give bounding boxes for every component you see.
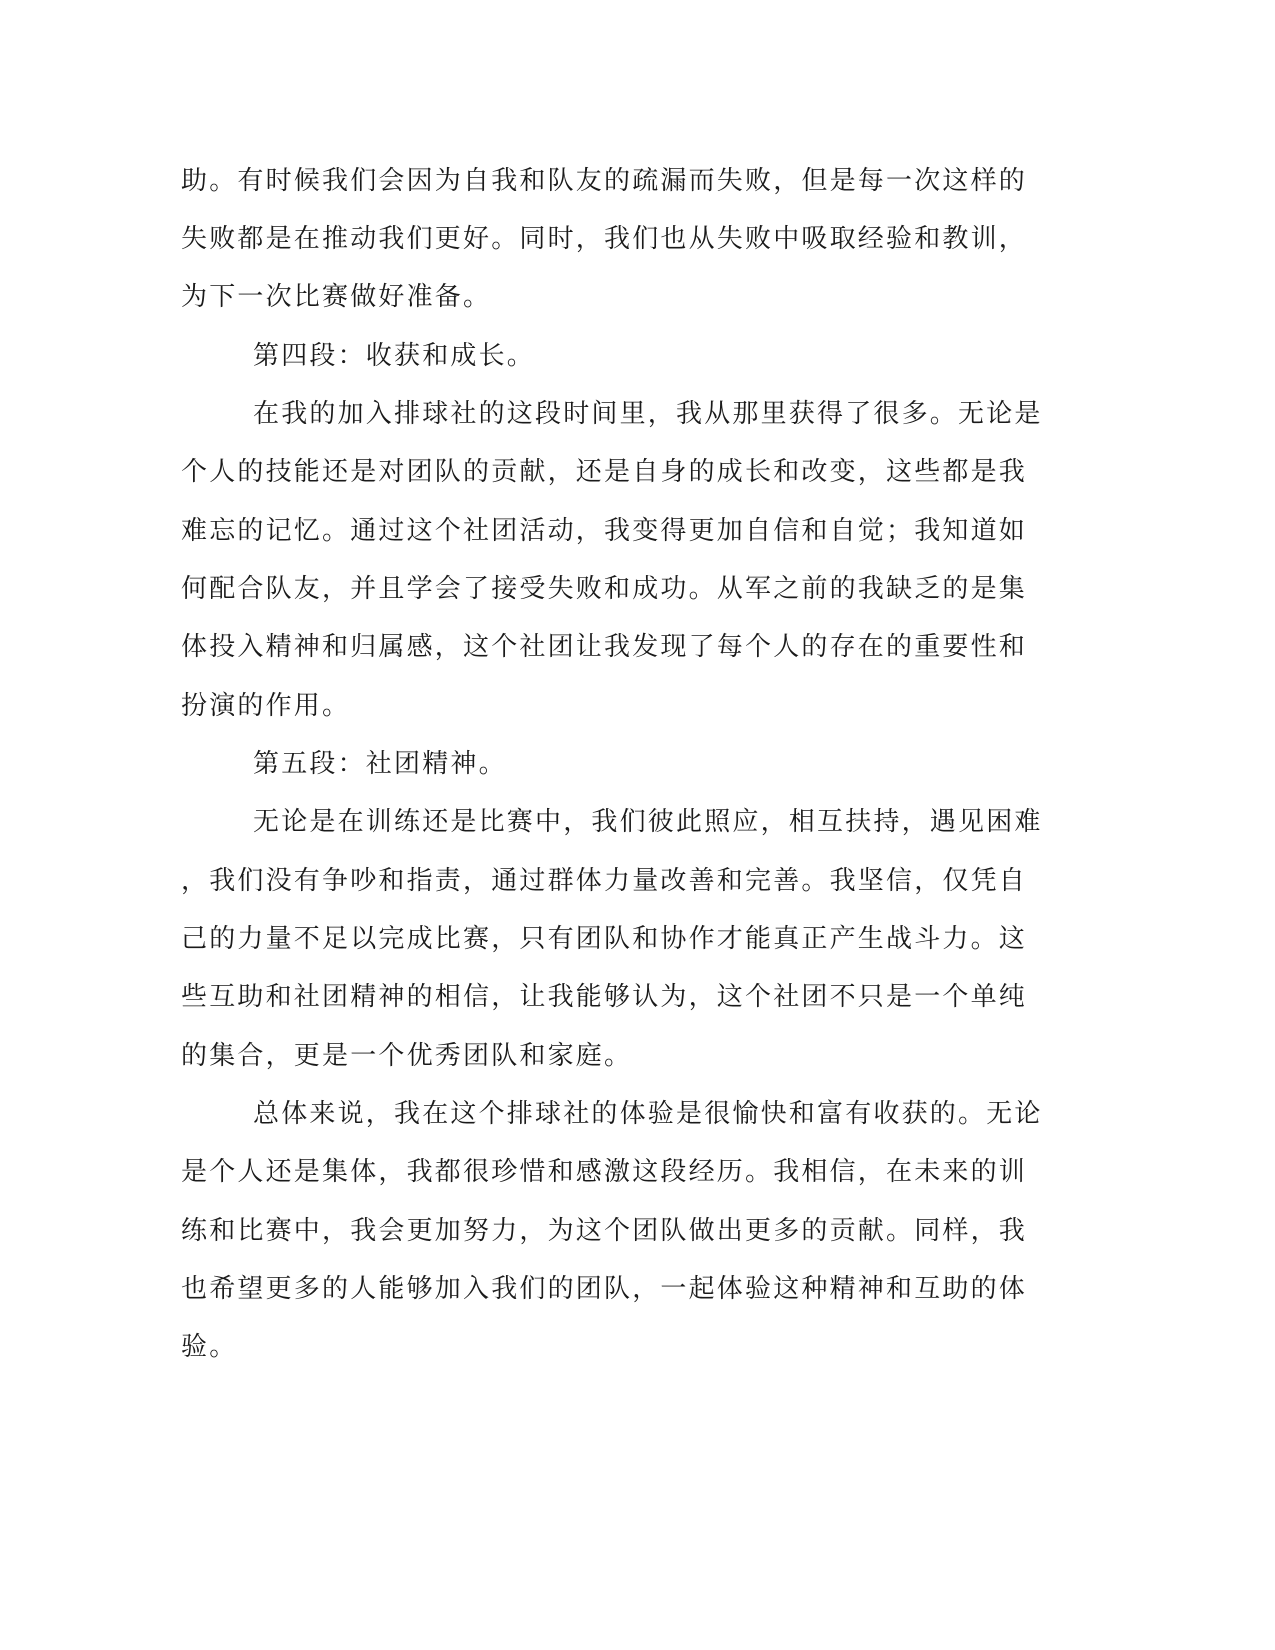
text-line: ，我们没有争吵和指责，通过群体力量改善和完善。我坚信，仅凭自 [181, 866, 1028, 896]
text-line: 失败都是在推动我们更好。同时，我们也从失败中吸取经验和教训， [181, 224, 1028, 254]
text-line: 验。 [181, 1332, 238, 1362]
text-line: 何配合队友，并且学会了接受失败和成功。从军之前的我缺乏的是集 [181, 574, 1028, 604]
text-line: 扮演的作用。 [181, 691, 351, 721]
text-line: 己的力量不足以完成比赛，只有团队和协作才能真正产生战斗力。这 [181, 924, 1028, 954]
text-line: 在我的加入排球社的这段时间里，我从那里获得了很多。无论是 [253, 399, 1043, 429]
text-line: 练和比赛中，我会更加努力，为这个团队做出更多的贡献。同样，我 [181, 1216, 1028, 1246]
text-line: 体投入精神和归属感，这个社团让我发现了每个人的存在的重要性和 [181, 632, 1028, 662]
section-heading: 第五段：社团精神。 [253, 749, 507, 779]
text-line: 助。有时候我们会因为自我和队友的疏漏而失败，但是每一次这样的 [181, 166, 1028, 196]
text-line: 难忘的记忆。通过这个社团活动，我变得更加自信和自觉；我知道如 [181, 516, 1028, 546]
text-line: 个人的技能还是对团队的贡献，还是自身的成长和改变，这些都是我 [181, 457, 1028, 487]
text-line: 为下一次比赛做好准备。 [181, 282, 492, 312]
text-line: 也希望更多的人能够加入我们的团队，一起体验这种精神和互助的体 [181, 1274, 1028, 1304]
text-line: 无论是在训练还是比赛中，我们彼此照应，相互扶持，遇见困难 [253, 807, 1043, 837]
text-line: 的集合，更是一个优秀团队和家庭。 [181, 1041, 633, 1071]
text-line: 总体来说，我在这个排球社的体验是很愉快和富有收获的。无论 [253, 1099, 1043, 1129]
text-line: 些互助和社团精神的相信，让我能够认为，这个社团不只是一个单纯 [181, 982, 1028, 1012]
text-line: 是个人还是集体，我都很珍惜和感激这段经历。我相信，在未来的训 [181, 1157, 1028, 1187]
section-heading: 第四段：收获和成长。 [253, 341, 536, 371]
